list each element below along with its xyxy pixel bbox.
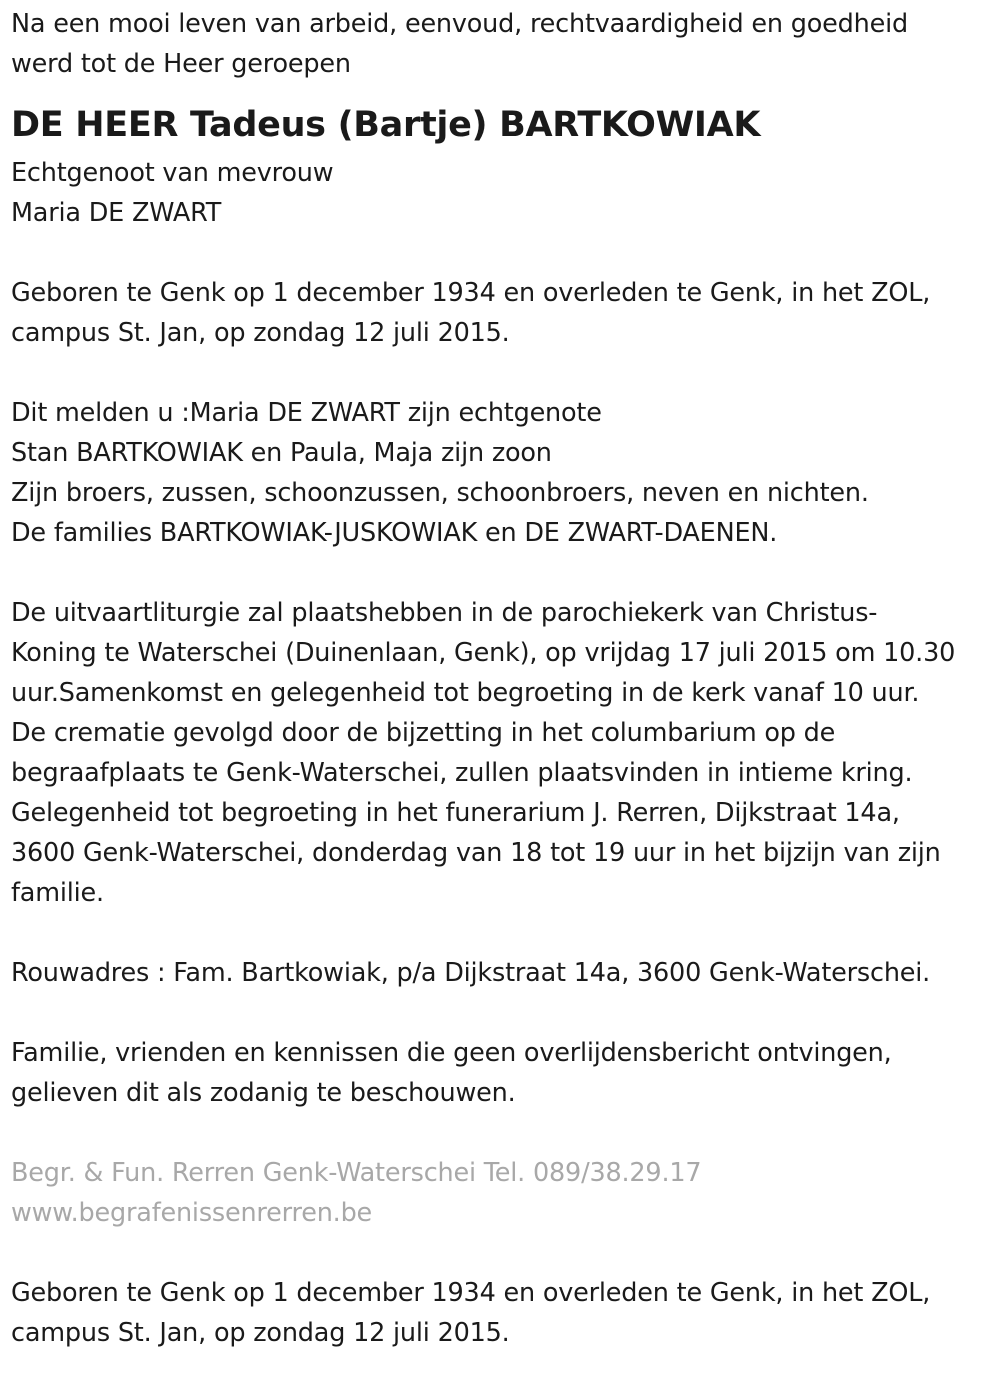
intro-line: werd tot de Heer geroepen (11, 49, 351, 79)
birth-death-line: campus St. Jan, op zondag 12 juli 2015. (11, 1318, 510, 1348)
intro-text (11, 4, 996, 84)
spouse-line: Echtgenoot van mevrouw (11, 158, 334, 188)
funeral-home-line: Begr. & Fun. Rerren Genk-Waterschei Tel. 089/38.29.17 (11, 1158, 702, 1188)
mourning-address: Rouwadres : Fam. Bartkowiak, p/a Dijkstraat 14a, 3600 Genk-Waterschei. (11, 958, 931, 988)
funeral-detail-line: Gelegenheid tot begroeting in het funerarium J. Rerren, Dijkstraat 14a, (11, 798, 900, 828)
funeral-details (11, 593, 996, 913)
spacer (11, 233, 996, 273)
spacer (11, 993, 996, 1033)
obituary-notice (11, 4, 996, 1353)
funeral-detail-line: 3600 Genk-Waterschei, donderdag van 18 tot 19 uur in het bijzijn van zijn (11, 838, 941, 868)
deceased-name-heading: DE HEER Tadeus (Bartje) BARTKOWIAK (11, 105, 761, 145)
spacer (11, 1113, 996, 1153)
birth-death-line: Geboren te Genk op 1 december 1934 en overleden te Genk, in het ZOL, (11, 1278, 931, 1308)
announcer-line: Zijn broers, zussen, schoonzussen, schoonbroers, neven en nichten. (11, 478, 869, 508)
birth-death-info (11, 273, 996, 353)
spouse-info (11, 153, 996, 233)
spacer (11, 553, 996, 593)
announcers-list (11, 393, 996, 553)
notice-line: gelieven dit als zodanig te beschouwen. (11, 1078, 516, 1108)
birth-death-info-repeat (11, 1273, 996, 1353)
spacer (11, 913, 996, 953)
announcer-line: De families BARTKOWIAK-JUSKOWIAK en DE ZWART-DAENEN. (11, 518, 778, 548)
spouse-line: Maria DE ZWART (11, 198, 222, 228)
birth-death-line: campus St. Jan, op zondag 12 juli 2015. (11, 318, 510, 348)
spacer (11, 353, 996, 393)
funeral-detail-line: De uitvaartliturgie zal plaatshebben in de parochiekerk van Christus- (11, 598, 878, 628)
intro-line: Na een mooi leven van arbeid, eenvoud, rechtvaardigheid en goedheid (11, 9, 908, 39)
spacer (11, 1233, 996, 1273)
birth-death-line: Geboren te Genk op 1 december 1934 en overleden te Genk, in het ZOL, (11, 278, 931, 308)
funeral-detail-line: De crematie gevolgd door de bijzetting in het columbarium op de (11, 718, 836, 748)
funeral-detail-line: begraafplaats te Genk-Waterschei, zullen plaatsvinden in intieme kring. (11, 758, 913, 788)
notice-text (11, 1033, 996, 1113)
announcer-line: Dit melden u :Maria DE ZWART zijn echtgenote (11, 398, 602, 428)
funeral-detail-line: Koning te Waterschei (Duinenlaan, Genk), op vrijdag 17 juli 2015 om 10.30 (11, 638, 956, 668)
announcer-line: Stan BARTKOWIAK en Paula, Maja zijn zoon (11, 438, 552, 468)
funeral-detail-line: uur.Samenkomst en gelegenheid tot begroeting in de kerk vanaf 10 uur. (11, 678, 920, 708)
funeral-detail-line: familie. (11, 878, 104, 908)
funeral-home-website: www.begrafenissenrerren.be (11, 1198, 373, 1228)
notice-line: Familie, vrienden en kennissen die geen overlijdensbericht ontvingen, (11, 1038, 892, 1068)
funeral-home-info (11, 1153, 996, 1233)
